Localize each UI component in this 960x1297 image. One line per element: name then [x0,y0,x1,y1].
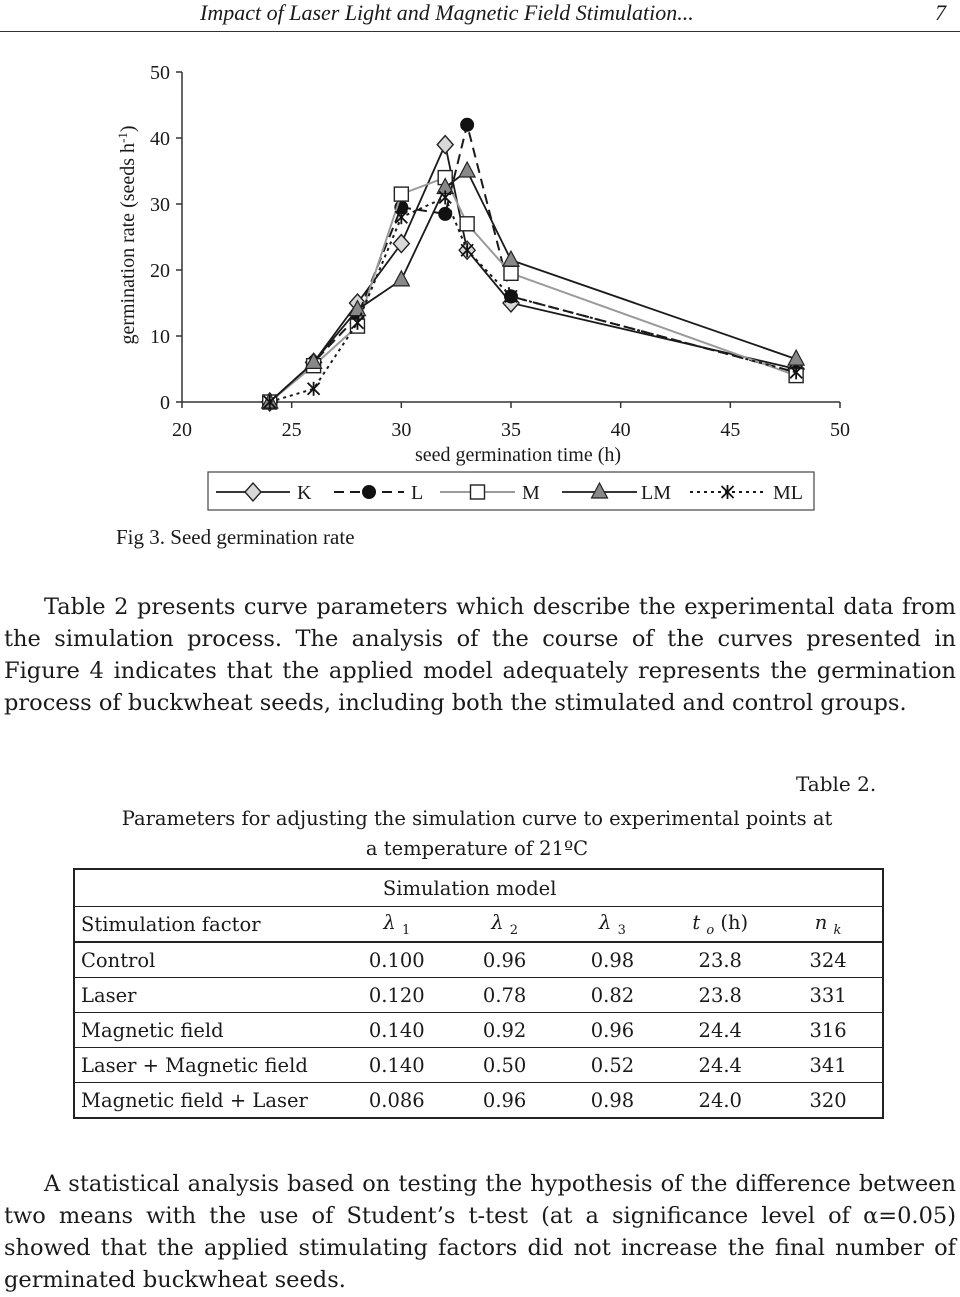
legend-label: L [411,482,424,504]
table-label: Table 2. [796,772,877,796]
table-header-row [74,907,883,943]
stimulation-factor-header: Stimulation factor [74,907,343,943]
stimulation-factor-cell: Laser [74,978,343,1013]
param-header: λ $_1$ [343,907,451,943]
table-caption-line-1: Parameters for adjusting the simulation curve to experimental points at [121,807,833,830]
legend [208,472,814,510]
parameters-table [73,868,884,1119]
parameter-value-cell: 331 [774,978,883,1013]
x-tick-label: 30 [391,419,412,441]
table-empty-cell [74,869,343,907]
parameter-value-cell: 0.96 [451,942,559,978]
y-axis-label: germination rate (seeds $h^{-1}$) [114,125,139,345]
table-row [74,1013,883,1048]
parameter-value-cell: 23.8 [666,942,774,978]
x-tick-label: 25 [281,419,302,441]
table-caption [80,804,874,864]
open-square-icon [460,217,474,231]
parameter-value-cell: 0.96 [451,1083,559,1119]
parameter-value-cell: 0.50 [451,1048,559,1083]
header-rule [0,31,960,32]
open-square-icon [504,266,518,280]
series-line [270,145,796,402]
page-number: 7 [935,0,946,25]
parameter-value-cell: 324 [774,942,883,978]
table-body [74,942,883,1118]
stimulation-factor-cell: Control [74,942,343,978]
parameter-value-cell: 0.98 [559,942,667,978]
parameter-value-cell: 24.4 [666,1048,774,1083]
series-line [270,197,796,402]
open-square-icon [394,187,408,201]
filled-triangle-icon [503,251,519,266]
open-square-icon [471,485,485,499]
legend-label: M [522,482,540,504]
parameter-value-cell: 0.120 [343,978,451,1013]
x-tick-label: 40 [610,419,631,441]
stimulation-factor-cell: Magnetic field + Laser [74,1083,343,1119]
running-header [0,0,960,28]
figure-caption: Fig 3. Seed germination rate [116,525,355,549]
param-header: λ $_2$ [451,907,559,943]
diamond-icon [437,136,453,154]
parameter-value-cell: 23.8 [666,978,774,1013]
table-caption-line-2: a temperature of 21ºC [365,837,589,860]
legend-label: K [297,482,312,504]
x-tick-label: 45 [720,419,741,441]
series-line [270,171,796,402]
filled-circle-icon [460,118,474,132]
x-tick-label: 20 [172,419,192,441]
parameter-value-cell: 24.0 [666,1083,774,1119]
stimulation-factor-cell: Laser + Magnetic field [74,1048,343,1083]
stimulation-factor-cell: Magnetic field [74,1013,343,1048]
series-line [270,125,796,402]
parameter-value-cell: 0.82 [559,978,667,1013]
filled-circle-icon [438,207,452,221]
y-tick-label: 40 [150,128,170,150]
series-line [270,178,796,402]
parameter-value-cell: 0.140 [343,1048,451,1083]
filled-circle-icon [362,485,376,499]
table-row [74,1048,883,1083]
parameter-value-cell: 341 [774,1048,883,1083]
parameter-value-cell: 320 [774,1083,883,1119]
param-header: λ $_3$ [559,907,667,943]
simulation-model-header: Simulation model [343,869,883,907]
series-lm [262,162,804,408]
y-axis-label-text: germination rate (seeds h [117,142,139,345]
asterisk-icon [308,382,320,396]
y-tick-label: 30 [150,194,170,216]
parameter-value-cell: 0.52 [559,1048,667,1083]
parameter-value-cell: 0.100 [343,942,451,978]
paragraph-1-text: Table 2 presents curve parameters which describe the experimental data from the simulation process. The analysis of the course of the curves presented in Figure 4 indicates that the applied model adequately represents the germination process of buckwheat seeds, including both the stimulated and control groups. [4,594,956,716]
paragraph-2-text: A statistical analysis based on testing the hypothesis of the difference between two means with the use of Student’s t-test (at a significance level of α=0.05) showed that the applied stimulating factors did not increase the final number of germinated buckwheat seeds. [4,1171,956,1293]
parameter-value-cell: 0.78 [451,978,559,1013]
series-l [263,118,803,409]
series-m [263,171,803,409]
table-row [74,942,883,978]
filled-triangle-icon [459,162,475,177]
legend-label: LM [641,482,671,504]
table-row [74,978,883,1013]
x-axis-label: seed germination time (h) [414,444,622,466]
y-tick-label: 20 [150,260,170,282]
germination-rate-chart [0,40,960,520]
y-tick-label: 10 [150,326,170,348]
series-k [262,136,804,411]
table-model-row [74,869,883,907]
filled-triangle-icon [393,271,409,286]
y-tick-label: 0 [160,392,170,414]
param-header: t $_o$ (h) [666,907,774,943]
running-title: Impact of Laser Light and Magnetic Field Stimulation... [200,0,694,25]
x-tick-label: 50 [830,419,850,441]
legend-label: ML [773,482,803,504]
series-layer [262,118,804,411]
parameter-value-cell: 0.140 [343,1013,451,1048]
paragraph-2 [4,1168,956,1296]
y-ticks [150,62,182,414]
y-tick-label: 50 [150,62,170,84]
parameter-value-cell: 316 [774,1013,883,1048]
parameter-value-cell: 0.086 [343,1083,451,1119]
x-tick-label: 35 [501,419,521,441]
parameter-value-cell: 24.4 [666,1013,774,1048]
series-ml [264,190,802,409]
paragraph-1 [4,591,956,719]
param-header: n $_k$ [774,907,883,943]
parameter-value-cell: 0.92 [451,1013,559,1048]
parameter-value-cell: 0.98 [559,1083,667,1119]
table-row [74,1083,883,1119]
parameter-value-cell: 0.96 [559,1013,667,1048]
